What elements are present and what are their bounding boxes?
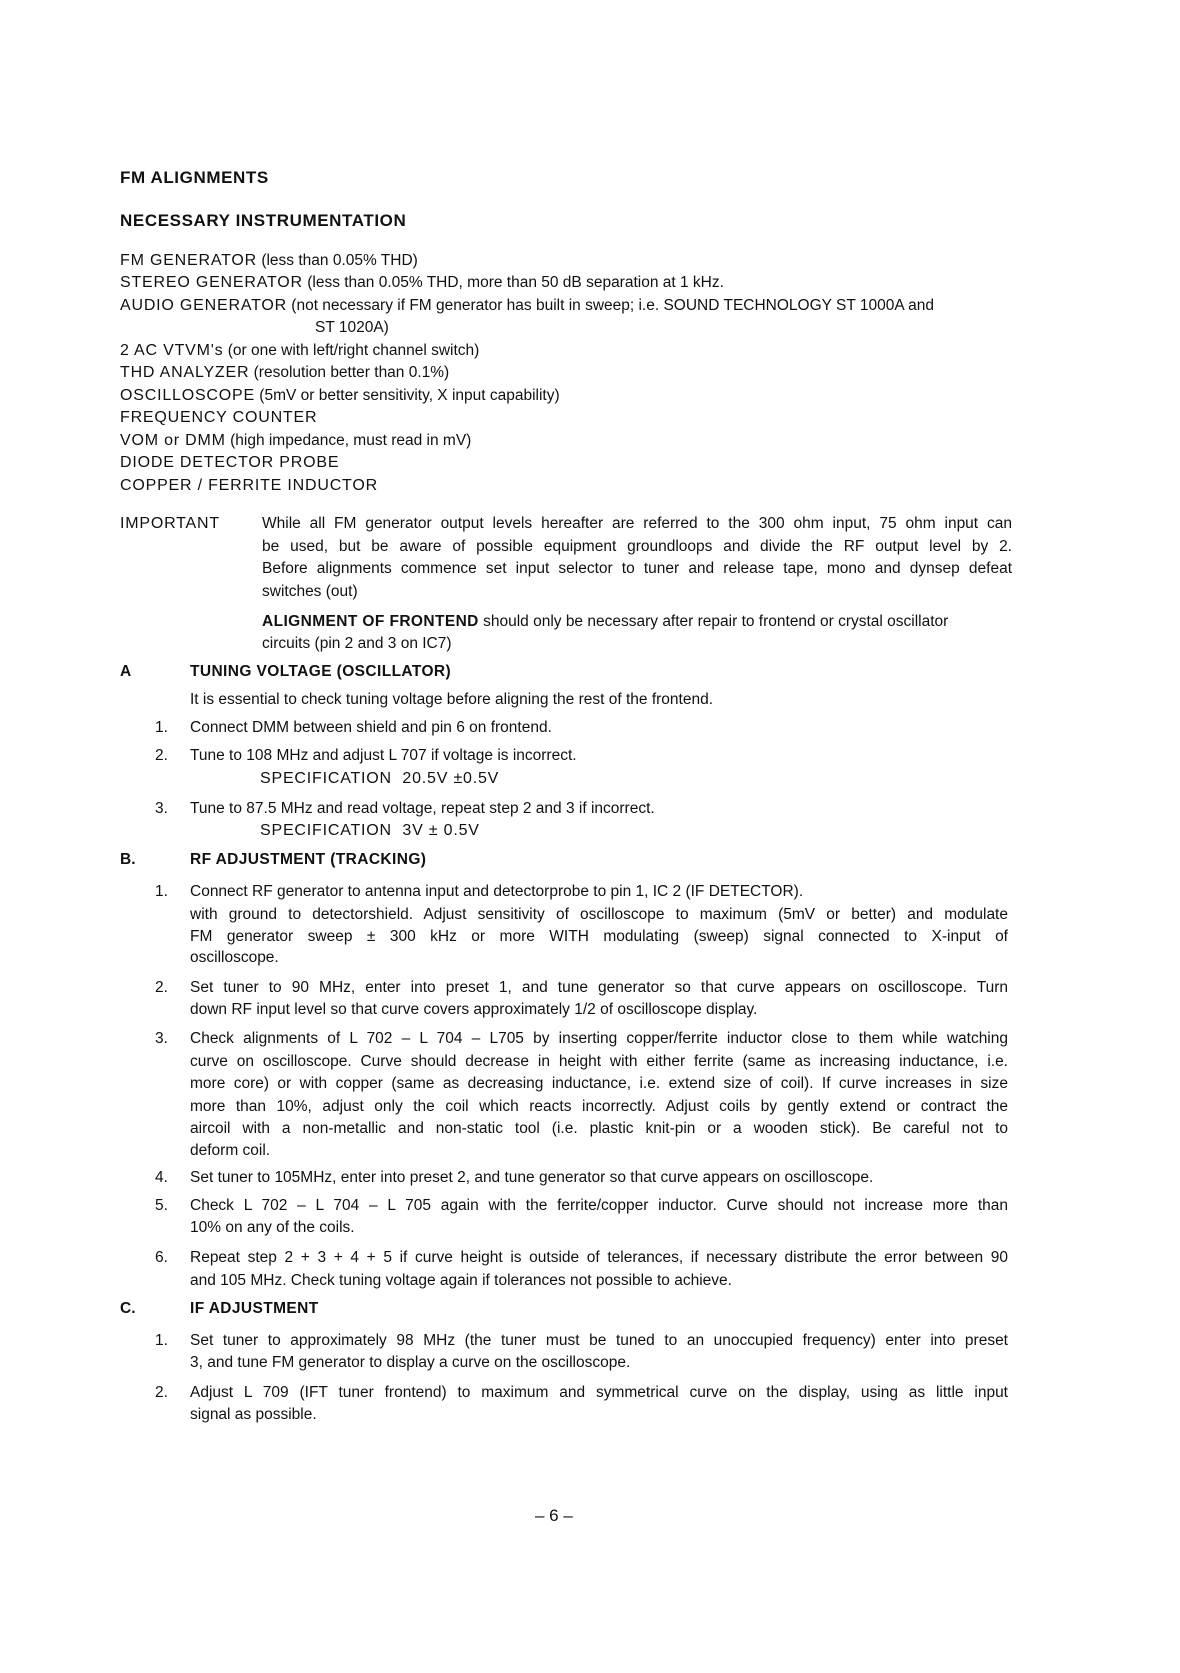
step-text: Check alignments of L 702 – L 704 – L705 by inserting copper/ferrite inductor close to them while watching: [190, 1030, 1008, 1047]
step-text: oscilloscope.: [190, 949, 279, 966]
step-text: Connect RF generator to antenna input and detectorprobe to pin 1, IC 2 (IF DETECTOR).: [190, 883, 804, 900]
step-text: 10% on any of the coils.: [190, 1219, 355, 1236]
step-number: 5.: [155, 1197, 168, 1214]
section-letter: A: [120, 663, 132, 680]
step-text: and 105 MHz. Check tuning voltage again if tolerances not possible to achieve.: [190, 1272, 732, 1289]
step-number: 3.: [155, 800, 168, 817]
step-text: Repeat step 2 + 3 + 4 + 5 if curve height is outside of telerances, if necessary distribute the error between 90: [190, 1249, 1008, 1266]
step-text: deform coil.: [190, 1142, 271, 1159]
step-text: curve on oscilloscope. Curve should decrease in height with either ferrite (same as increasing inductance, i.e.: [190, 1053, 1008, 1070]
step-text: Connect DMM between shield and pin 6 on frontend.: [190, 719, 552, 736]
instrument-item: VOM or DMM (high impedance, must read in mV): [120, 432, 472, 449]
instrument-item: FM GENERATOR (less than 0.05% THD): [120, 252, 418, 269]
step-number: 2.: [155, 979, 168, 996]
step-text: Set tuner to 105MHz, enter into preset 2, and tune generator so that curve appears on oscilloscope.: [190, 1169, 874, 1186]
step-number: 4.: [155, 1169, 168, 1186]
specification: SPECIFICATION 3V ± 0.5V: [260, 822, 480, 839]
note-line: While all FM generator output levels hereafter are referred to the 300 ohm input, 75 ohm input can: [262, 515, 1012, 532]
note-line: Before alignments commence set input selector to tuner and release tape, mono and dynsep defeat: [262, 560, 1012, 577]
step-text: down RF input level so that curve covers approximately 1/2 of oscilloscope display.: [190, 1001, 758, 1018]
step-text: FM generator sweep ± 300 kHz or more WITH modulating (sweep) signal connected to X-input of: [190, 928, 1008, 945]
step-text: Set tuner to 90 MHz, enter into preset 1, and tune generator so that curve appears on oscilloscope. Turn: [190, 979, 1008, 996]
step-number: 2.: [155, 1384, 168, 1401]
important-label: IMPORTANT: [120, 515, 220, 532]
section-title-instrumentation: NECESSARY INSTRUMENTATION: [120, 211, 407, 230]
step-number: 1.: [155, 719, 168, 736]
instrument-item: DIODE DETECTOR PROBE: [120, 454, 340, 471]
step-number: 3.: [155, 1030, 168, 1047]
step-text: more than 10%, adjust only the coil which reacts incorrectly. Adjust coils by gently extend or contract the: [190, 1098, 1008, 1115]
instrument-item: 2 AC VTVM's (or one with left/right channel switch): [120, 342, 480, 359]
step-text: aircoil with a non-metallic and non-static tool (i.e. plastic knit-pin or a wooden stick). Be careful not to: [190, 1120, 1008, 1137]
section-heading: RF ADJUSTMENT (TRACKING): [190, 851, 427, 868]
section-letter: B.: [120, 851, 136, 868]
frontend-note-line2: circuits (pin 2 and 3 on IC7): [262, 635, 452, 652]
section-intro: It is essential to check tuning voltage before aligning the rest of the frontend.: [190, 691, 714, 708]
instrument-item-continued: ST 1020A): [315, 319, 389, 336]
step-number: 1.: [155, 883, 168, 900]
page-title: FM ALIGNMENTS: [120, 168, 269, 187]
instrument-item: OSCILLOSCOPE (5mV or better sensitivity, X input capability): [120, 387, 560, 404]
note-line: switches (out): [262, 583, 358, 600]
instrument-item: AUDIO GENERATOR (not necessary if FM generator has built in sweep; i.e. SOUND TECHNOLOGY ST 1000A and: [120, 297, 934, 314]
instrument-item: THD ANALYZER (resolution better than 0.1%): [120, 364, 450, 381]
step-text: Tune to 87.5 MHz and read voltage, repeat step 2 and 3 if incorrect.: [190, 800, 655, 817]
step-text: with ground to detectorshield. Adjust sensitivity of oscilloscope to maximum (5mV or better) and modulate: [190, 906, 1008, 923]
step-number: 6.: [155, 1249, 168, 1266]
instrument-item: STEREO GENERATOR (less than 0.05% THD, more than 50 dB separation at 1 kHz.: [120, 274, 724, 291]
step-text: Adjust L 709 (IFT tuner frontend) to maximum and symmetrical curve on the display, using as little input: [190, 1384, 1008, 1401]
page-number: – 6 –: [535, 1506, 573, 1525]
instrument-item: COPPER / FERRITE INDUCTOR: [120, 477, 378, 494]
specification: SPECIFICATION 20.5V ±0.5V: [260, 770, 500, 787]
step-text: Tune to 108 MHz and adjust L 707 if voltage is incorrect.: [190, 747, 577, 764]
step-number: 2.: [155, 747, 168, 764]
step-text: Set tuner to approximately 98 MHz (the tuner must be tuned to an unoccupied frequency) enter into preset: [190, 1332, 1008, 1349]
step-text: more core) or with copper (same as decreasing inductance, i.e. extend size of coil). If curve increases in size: [190, 1075, 1008, 1092]
section-heading: TUNING VOLTAGE (OSCILLATOR): [190, 663, 452, 680]
step-number: 1.: [155, 1332, 168, 1349]
step-text: 3, and tune FM generator to display a curve on the oscilloscope.: [190, 1354, 631, 1371]
instrument-item: FREQUENCY COUNTER: [120, 409, 318, 426]
frontend-note: ALIGNMENT OF FRONTEND should only be necessary after repair to frontend or crystal oscillator: [262, 613, 949, 630]
section-heading: IF ADJUSTMENT: [190, 1300, 319, 1317]
section-letter: C.: [120, 1300, 136, 1317]
note-line: be used, but be aware of possible equipment groundloops and divide the RF output level by 2.: [262, 538, 1012, 555]
step-text: Check L 702 – L 704 – L 705 again with the ferrite/copper inductor. Curve should not increase more than: [190, 1197, 1008, 1214]
step-text: signal as possible.: [190, 1406, 317, 1423]
